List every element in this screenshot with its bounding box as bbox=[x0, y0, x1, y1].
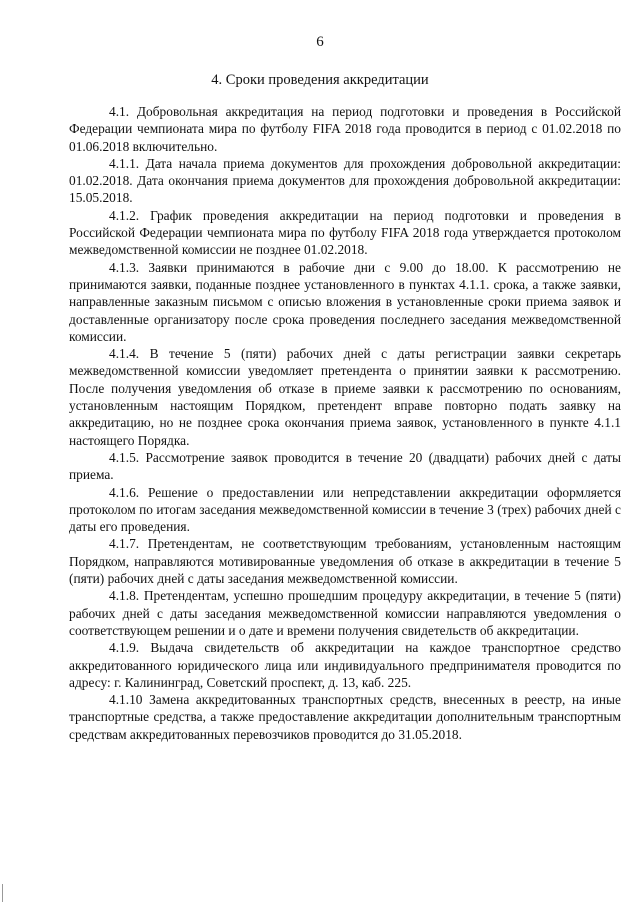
paragraph-4-1-6: 4.1.6. Решение о предоставлении или непредставлении аккредитации оформляется протоколом по итогам заседания межведомственной комиссии в течение 3 (трех) рабочих дней с даты его проведения. bbox=[69, 484, 621, 535]
paragraph-4-1-7: 4.1.7. Претендентам, не соответствующим требованиям, установленным настоящим Порядком, направляются мотивированные уведомления об отказе в аккредитации в течение 5 (пяти) рабочих дней с даты заседания межведомственной комиссии. bbox=[69, 536, 621, 587]
paragraph-4-1-9: 4.1.9. Выдача свидетельств об аккредитации на каждое транспортное средство аккредитованного юридического лица или индивидуального предпринимателя проводится по адресу: г. Калининград, Советский проспект, д. 13, каб. 225. bbox=[69, 640, 621, 690]
paragraph-4-1-5: 4.1.5. Рассмотрение заявок проводится в течение 20 (двадцати) рабочих дней с даты приема. bbox=[69, 449, 621, 483]
scan-edge-mark bbox=[2, 884, 3, 902]
paragraph-4-1-3: 4.1.3. Заявки принимаются в рабочие дни с 9.00 до 18.00. К рассмотрению не принимаются заявки, поданные позднее установленного в пунктах 4.1.1. срока, а также заявки, направленные заказным письмом с описью вложения в установленные сроки приема заявок и доставленные организатору после срока проведения последнего заседания межведомственной комиссии. bbox=[69, 259, 621, 344]
paragraph-4-1-2: 4.1.2. График проведения аккредитации на период подготовки и проведения в Российской Федерации чемпионата мира по футболу FIFA 2018 года утверждается протоколом межведомственной комиссии не позднее 01.02.2018. bbox=[69, 207, 621, 258]
paragraph-4-1-10: 4.1.10 Замена аккредитованных транспортных средств, внесенных в реестр, на иные транспортные средства, а также предоставление аккредитации дополнительным транспортным средствам аккредитованных перевозчиков проводится до 31.05.2018. bbox=[69, 692, 621, 742]
paragraph-4-1: 4.1. Добровольная аккредитация на период подготовки и проведения в Российской Федерации чемпионата мира по футболу FIFA 2018 года проводится в период с 01.02.2018 по 01.06.2018 включительно. bbox=[69, 104, 621, 154]
section-title: 4. Сроки проведения аккредитации bbox=[211, 72, 429, 88]
page-number: 6 bbox=[316, 34, 324, 50]
section-body bbox=[69, 103, 621, 743]
paragraph-4-1-4: 4.1.4. В течение 5 (пяти) рабочих дней с даты регистрации заявки секретарь межведомственной комиссии уведомляет претендента о принятии заявки к рассмотрению. После получения уведомления об отказе в приеме заявки к рассмотрению по основаниям, установленным настоящим Порядком, претендент вправе повторно подать заявку на аккредитацию, но не позднее срока окончания приема заявок, установленного в пункте 4.1.1 настоящего Порядка. bbox=[69, 346, 621, 448]
paragraph-4-1-1: 4.1.1. Дата начала приема документов для прохождения добровольной аккредитации: 01.02.2018. Дата окончания приема документов для прохождения добровольной аккредитации: 15.05.2018. bbox=[69, 155, 621, 206]
paragraph-4-1-8: 4.1.8. Претендентам, успешно прошедшим процедуру аккредитации, в течение 5 (пяти) рабочих дней с даты заседания межведомственной комиссии направляются уведомления о соответствующем решении и о дате и времени получения свидетельств об аккредитации. bbox=[69, 588, 621, 638]
